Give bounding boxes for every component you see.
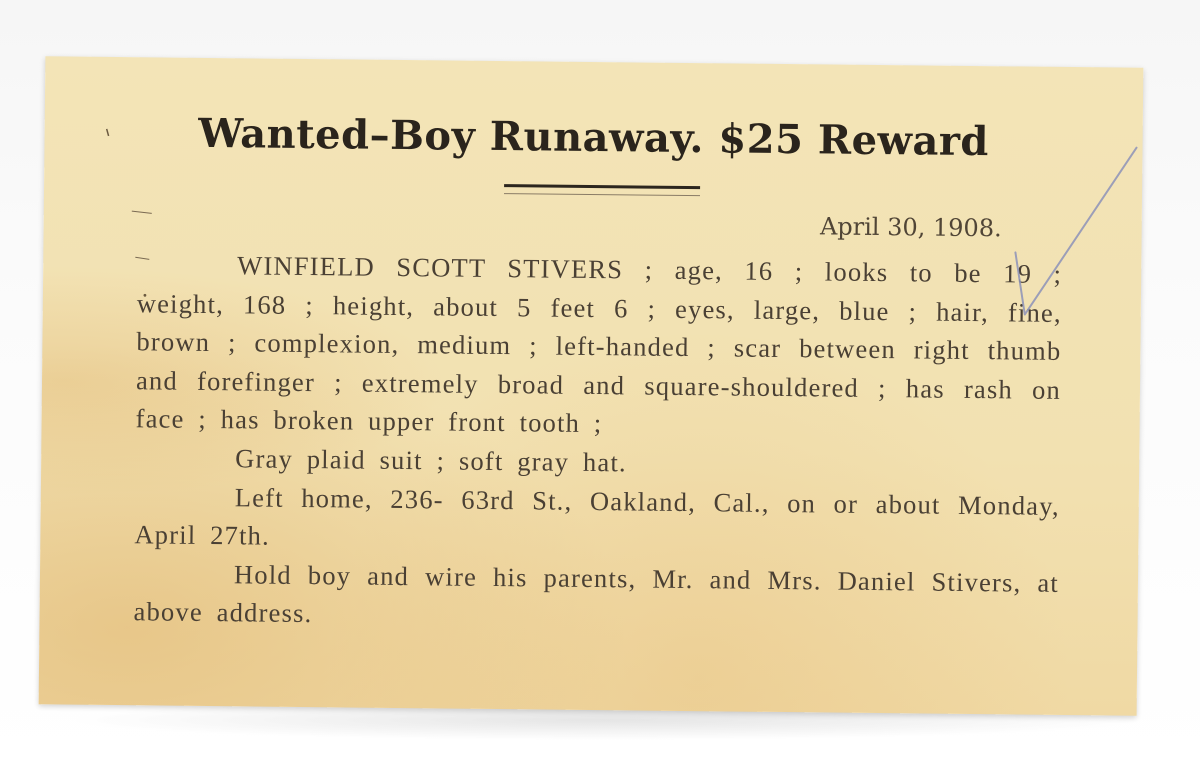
title-rule-thin [504, 193, 700, 196]
pencil-check-mark [1003, 136, 1145, 327]
card-date: April 30, 1908. [819, 212, 1002, 243]
clothing-paragraph: Gray plaid suit ; soft gray hat. [235, 443, 627, 478]
reward-card [39, 56, 1144, 715]
description-paragraph: WINFIELD SCOTT STIVERS ; age, 16 ; looks to be 19 ; weight, 168 ; height, about 5 feet 6 ; eyes, large, blue ; hair, fine, brown ; complexion, medium ; left-handed ; scar between right thumb and forefinger ; extremely broad and square-shouldered ; has rash on face ; has broken upper front tooth ; [135, 250, 1063, 439]
title-rule-thick [504, 184, 700, 189]
card-body [133, 245, 1062, 641]
instructions-paragraph: Hold boy and wire his parents, Mr. and Mrs. Daniel Stivers, at above address. [133, 559, 1060, 629]
left-home-paragraph: Left home, 236- 63rd St., Oakland, Cal., on or about Monday, April 27th. [134, 481, 1060, 551]
card-title: Wanted–Boy Runaway. $25 Reward [198, 109, 990, 166]
